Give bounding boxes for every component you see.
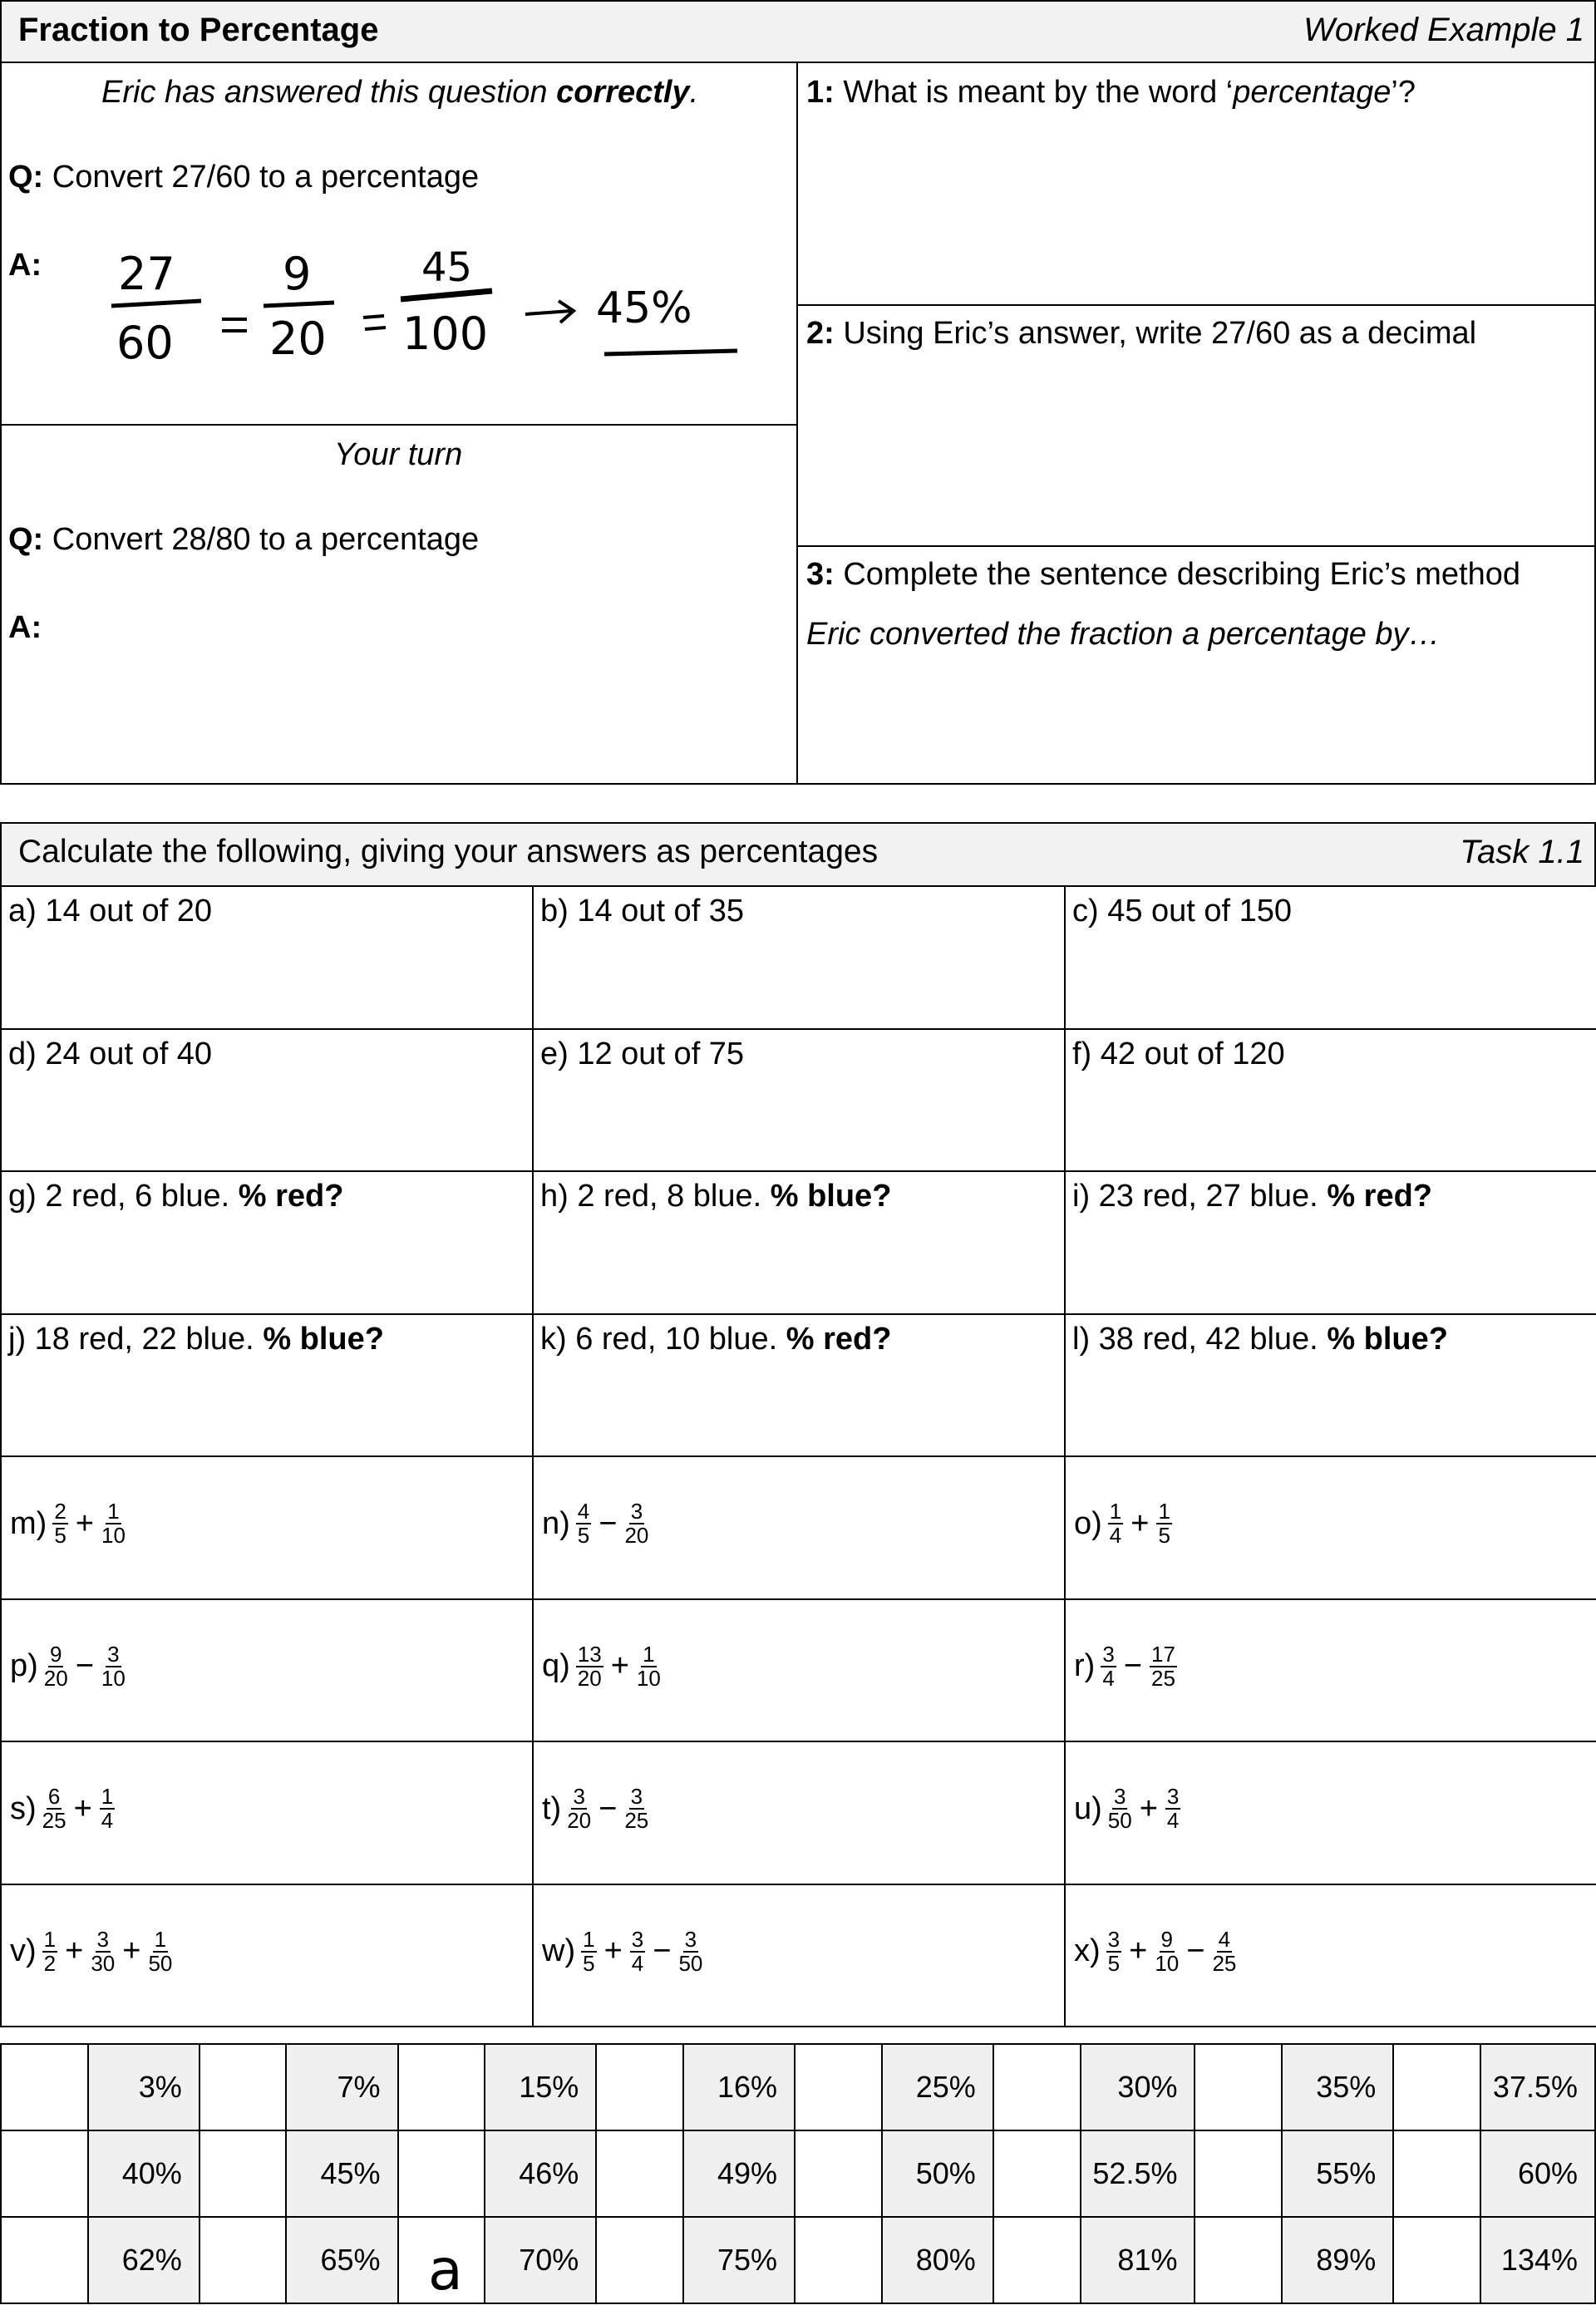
fraction: $\frac{3}{20}$ bbox=[624, 1499, 649, 1549]
task-cell bbox=[532, 885, 1066, 1030]
task-question: p) $\frac{9}{20}$ − $\frac{3}{10}$ bbox=[10, 1641, 126, 1691]
answer-blank bbox=[398, 2044, 485, 2130]
task-question: i) 23 red, 27 blue. % red? bbox=[1072, 1179, 1433, 1214]
fraction: $\frac{1}{5}$ bbox=[1158, 1499, 1170, 1549]
task-cell bbox=[0, 1741, 534, 1885]
task-header bbox=[0, 822, 1596, 887]
task-question: k) 6 red, 10 blue. % red? bbox=[540, 1321, 892, 1357]
task-question: l) 38 red, 42 blue. % blue? bbox=[1072, 1321, 1448, 1357]
answer-value: 16% bbox=[683, 2044, 795, 2130]
answer-value: 50% bbox=[882, 2130, 993, 2217]
fraction: $\frac{1}{5}$ bbox=[583, 1926, 595, 1976]
answer-blank bbox=[1195, 2130, 1282, 2217]
answer-blank bbox=[1, 2130, 88, 2217]
answer-blank bbox=[596, 2217, 683, 2303]
task-question: v) $\frac{1}{2}$ + $\frac{3}{30}$ + $\frac{1}{50}$ bbox=[10, 1926, 173, 1976]
answer-value: 30% bbox=[1081, 2044, 1195, 2130]
task-cell bbox=[1064, 1598, 1596, 1743]
task-cell bbox=[1064, 1170, 1596, 1315]
section-tag: Worked Example 1 bbox=[1303, 12, 1584, 48]
answer-row bbox=[1, 2130, 1595, 2217]
answer-row bbox=[1, 2044, 1595, 2130]
task-cell bbox=[532, 1884, 1066, 2028]
answer-blank bbox=[1393, 2217, 1480, 2303]
answer-bank-table bbox=[0, 2043, 1596, 2304]
question-2-cell bbox=[796, 304, 1596, 547]
fraction: $\frac{1}{10}$ bbox=[636, 1641, 661, 1691]
question-3-text: 3: Complete the sentence describing Eric’s method bbox=[806, 557, 1520, 592]
task-tag: Task 1.1 bbox=[1460, 834, 1584, 870]
answer-blank bbox=[993, 2217, 1081, 2303]
question-line: Q: Convert 27/60 to a percentage bbox=[8, 160, 480, 195]
answer-row bbox=[1, 2217, 1595, 2303]
task-question: r) $\frac{3}{4}$ − $\frac{17}{25}$ bbox=[1074, 1641, 1175, 1691]
task-cell bbox=[0, 885, 534, 1030]
answer-value: 89% bbox=[1282, 2217, 1393, 2303]
fraction: $\frac{3}{4}$ bbox=[631, 1926, 644, 1976]
answer-value: 7% bbox=[286, 2044, 397, 2130]
answer-blank bbox=[398, 2130, 485, 2217]
task-cell bbox=[0, 1455, 534, 1600]
task-title: Calculate the following, giving your answers as percentages bbox=[18, 834, 879, 869]
answer-value: 46% bbox=[485, 2130, 596, 2217]
answer-blank bbox=[596, 2044, 683, 2130]
task-question: f) 42 out of 120 bbox=[1072, 1036, 1285, 1071]
fraction: $\frac{3}{50}$ bbox=[1107, 1784, 1132, 1834]
answer-blank bbox=[1, 2217, 88, 2303]
answer-value: 62% bbox=[88, 2217, 200, 2303]
task-question: h) 2 red, 8 blue. % blue? bbox=[540, 1179, 892, 1214]
answer-value: 25% bbox=[882, 2044, 993, 2130]
answer-blank bbox=[1393, 2130, 1480, 2217]
answer-value: 70% bbox=[485, 2217, 596, 2303]
task-grid bbox=[0, 885, 1596, 2026]
task-cell bbox=[1064, 1884, 1596, 2028]
answer-value: 134% bbox=[1480, 2217, 1595, 2303]
answer-blank bbox=[795, 2044, 882, 2130]
task-cell bbox=[532, 1313, 1066, 1458]
answer-value: 52.5% bbox=[1081, 2130, 1195, 2217]
answer-blank bbox=[1, 2044, 88, 2130]
answer-blank bbox=[596, 2130, 683, 2217]
your-turn-heading: Your turn bbox=[334, 437, 463, 472]
hw-frac2-den: 20 bbox=[269, 313, 327, 365]
fraction: $\frac{3}{4}$ bbox=[1102, 1641, 1115, 1691]
task-question: q) $\frac{13}{20}$ + $\frac{1}{10}$ bbox=[542, 1641, 661, 1691]
task-question: t) $\frac{3}{20}$ − $\frac{3}{25}$ bbox=[542, 1784, 649, 1834]
task-cell bbox=[0, 1028, 534, 1173]
answer-value: 81% bbox=[1081, 2217, 1195, 2303]
task-question: o) $\frac{1}{4}$ + $\frac{1}{5}$ bbox=[1074, 1499, 1170, 1549]
answer-blank bbox=[200, 2130, 287, 2217]
task-cell bbox=[532, 1455, 1066, 1600]
fraction: $\frac{4}{25}$ bbox=[1212, 1926, 1237, 1976]
worked-example-cell bbox=[0, 62, 798, 426]
fraction: $\frac{3}{25}$ bbox=[624, 1784, 649, 1834]
fraction: $\frac{9}{20}$ bbox=[43, 1641, 68, 1691]
stray-mark: a bbox=[428, 2238, 463, 2303]
fraction: $\frac{3}{20}$ bbox=[567, 1784, 592, 1834]
answer-value: 55% bbox=[1282, 2130, 1393, 2217]
hw-frac2-num: 9 bbox=[283, 248, 312, 300]
hw-frac3-den: 100 bbox=[402, 308, 489, 360]
task-cell bbox=[1064, 1455, 1596, 1600]
task-cell bbox=[532, 1170, 1066, 1315]
question-2-text: 2: Using Eric’s answer, write 27/60 as a decimal bbox=[806, 316, 1477, 351]
answer-value: 80% bbox=[882, 2217, 993, 2303]
task-cell bbox=[0, 1598, 534, 1743]
handwritten-working bbox=[93, 246, 758, 371]
fraction: $\frac{1}{50}$ bbox=[148, 1926, 173, 1976]
answer-value: 45% bbox=[286, 2130, 397, 2217]
answer-blank bbox=[795, 2217, 882, 2303]
answer-value: 40% bbox=[88, 2130, 200, 2217]
answer-blank bbox=[200, 2217, 287, 2303]
task-question: b) 14 out of 35 bbox=[540, 894, 745, 928]
worked-example-header bbox=[0, 0, 1596, 63]
your-turn-answer-label: A: bbox=[8, 610, 42, 645]
fraction: $\frac{6}{25}$ bbox=[42, 1784, 66, 1834]
fraction: $\frac{3}{5}$ bbox=[1107, 1926, 1121, 1976]
task-cell bbox=[532, 1028, 1066, 1173]
fraction: $\frac{3}{10}$ bbox=[101, 1641, 126, 1691]
task-cell bbox=[0, 1170, 534, 1315]
task-cell bbox=[1064, 1741, 1596, 1885]
answer-value: 3% bbox=[88, 2044, 200, 2130]
task-question: j) 18 red, 22 blue. % blue? bbox=[8, 1321, 384, 1357]
task-question: w) $\frac{1}{5}$ + $\frac{3}{4}$ − $\frac{3}{50}$ bbox=[542, 1926, 703, 1976]
task-question: e) 12 out of 75 bbox=[540, 1036, 745, 1071]
fraction: $\frac{17}{25}$ bbox=[1150, 1641, 1175, 1691]
fraction: $\frac{3}{4}$ bbox=[1166, 1784, 1180, 1834]
answer-value: 75% bbox=[683, 2217, 795, 2303]
hw-frac3-num: 45 bbox=[421, 246, 473, 291]
answer-value: 37.5% bbox=[1480, 2044, 1595, 2130]
question-1-cell bbox=[796, 62, 1596, 306]
answer-blank bbox=[795, 2130, 882, 2217]
your-turn-question: Q: Convert 28/80 to a percentage bbox=[8, 522, 480, 557]
answer-value: 35% bbox=[1282, 2044, 1393, 2130]
task-question: x) $\frac{3}{5}$ + $\frac{9}{10}$ − $\frac{4}{25}$ bbox=[1074, 1926, 1237, 1976]
hw-frac1-den: 60 bbox=[116, 317, 174, 369]
answer-blank bbox=[993, 2130, 1081, 2217]
task-question: s) $\frac{6}{25}$ + $\frac{1}{4}$ bbox=[10, 1784, 114, 1834]
hw-result: 45% bbox=[596, 283, 692, 333]
task-cell bbox=[1064, 885, 1596, 1030]
task-cell bbox=[1064, 1313, 1596, 1458]
answer-blank bbox=[1393, 2044, 1480, 2130]
task-question: u) $\frac{3}{50}$ + $\frac{3}{4}$ bbox=[1074, 1784, 1180, 1834]
task-cell bbox=[0, 1313, 534, 1458]
task-cell bbox=[532, 1598, 1066, 1743]
question-3-cell bbox=[796, 545, 1596, 785]
task-question: d) 24 out of 40 bbox=[8, 1036, 213, 1071]
fraction: $\frac{3}{50}$ bbox=[678, 1926, 703, 1976]
answer-label: A: bbox=[8, 248, 42, 283]
task-question: c) 45 out of 150 bbox=[1072, 894, 1293, 928]
section-title: Fraction to Percentage bbox=[18, 12, 379, 48]
task-question: m) $\frac{2}{5}$ + $\frac{1}{10}$ bbox=[10, 1499, 126, 1549]
question-3-sentence: Eric converted the fraction a percentage by… bbox=[806, 617, 1441, 652]
hw-frac1-num: 27 bbox=[118, 248, 175, 300]
task-question: a) 14 out of 20 bbox=[8, 894, 213, 928]
fraction: $\frac{9}{10}$ bbox=[1155, 1926, 1180, 1976]
fraction: $\frac{3}{30}$ bbox=[91, 1926, 116, 1976]
task-question: g) 2 red, 6 blue. % red? bbox=[8, 1179, 344, 1214]
task-question: n) $\frac{4}{5}$ − $\frac{3}{20}$ bbox=[542, 1499, 649, 1549]
answer-blank bbox=[993, 2044, 1081, 2130]
your-turn-cell bbox=[0, 424, 798, 785]
fraction: $\frac{1}{4}$ bbox=[1109, 1499, 1122, 1549]
task-cell bbox=[1064, 1028, 1596, 1173]
question-1-text: 1: What is meant by the word ‘percentage’? bbox=[806, 75, 1416, 110]
fraction: $\frac{1}{4}$ bbox=[101, 1784, 114, 1834]
answer-blank bbox=[1195, 2044, 1282, 2130]
answer-value: 49% bbox=[683, 2130, 795, 2217]
answer-value: 65% bbox=[286, 2217, 397, 2303]
fraction: $\frac{4}{5}$ bbox=[577, 1499, 590, 1549]
answer-blank bbox=[200, 2044, 287, 2130]
answer-value: 60% bbox=[1480, 2130, 1595, 2217]
task-cell bbox=[0, 1884, 534, 2028]
fraction: $\frac{2}{5}$ bbox=[54, 1499, 66, 1549]
fraction: $\frac{1}{10}$ bbox=[101, 1499, 126, 1549]
fraction: $\frac{13}{20}$ bbox=[577, 1641, 602, 1691]
answer-value: 15% bbox=[485, 2044, 596, 2130]
task-cell bbox=[532, 1741, 1066, 1885]
fraction: $\frac{1}{2}$ bbox=[43, 1926, 57, 1976]
answer-blank bbox=[1195, 2217, 1282, 2303]
intro-text: Eric has answered this question correctly. bbox=[101, 75, 699, 110]
